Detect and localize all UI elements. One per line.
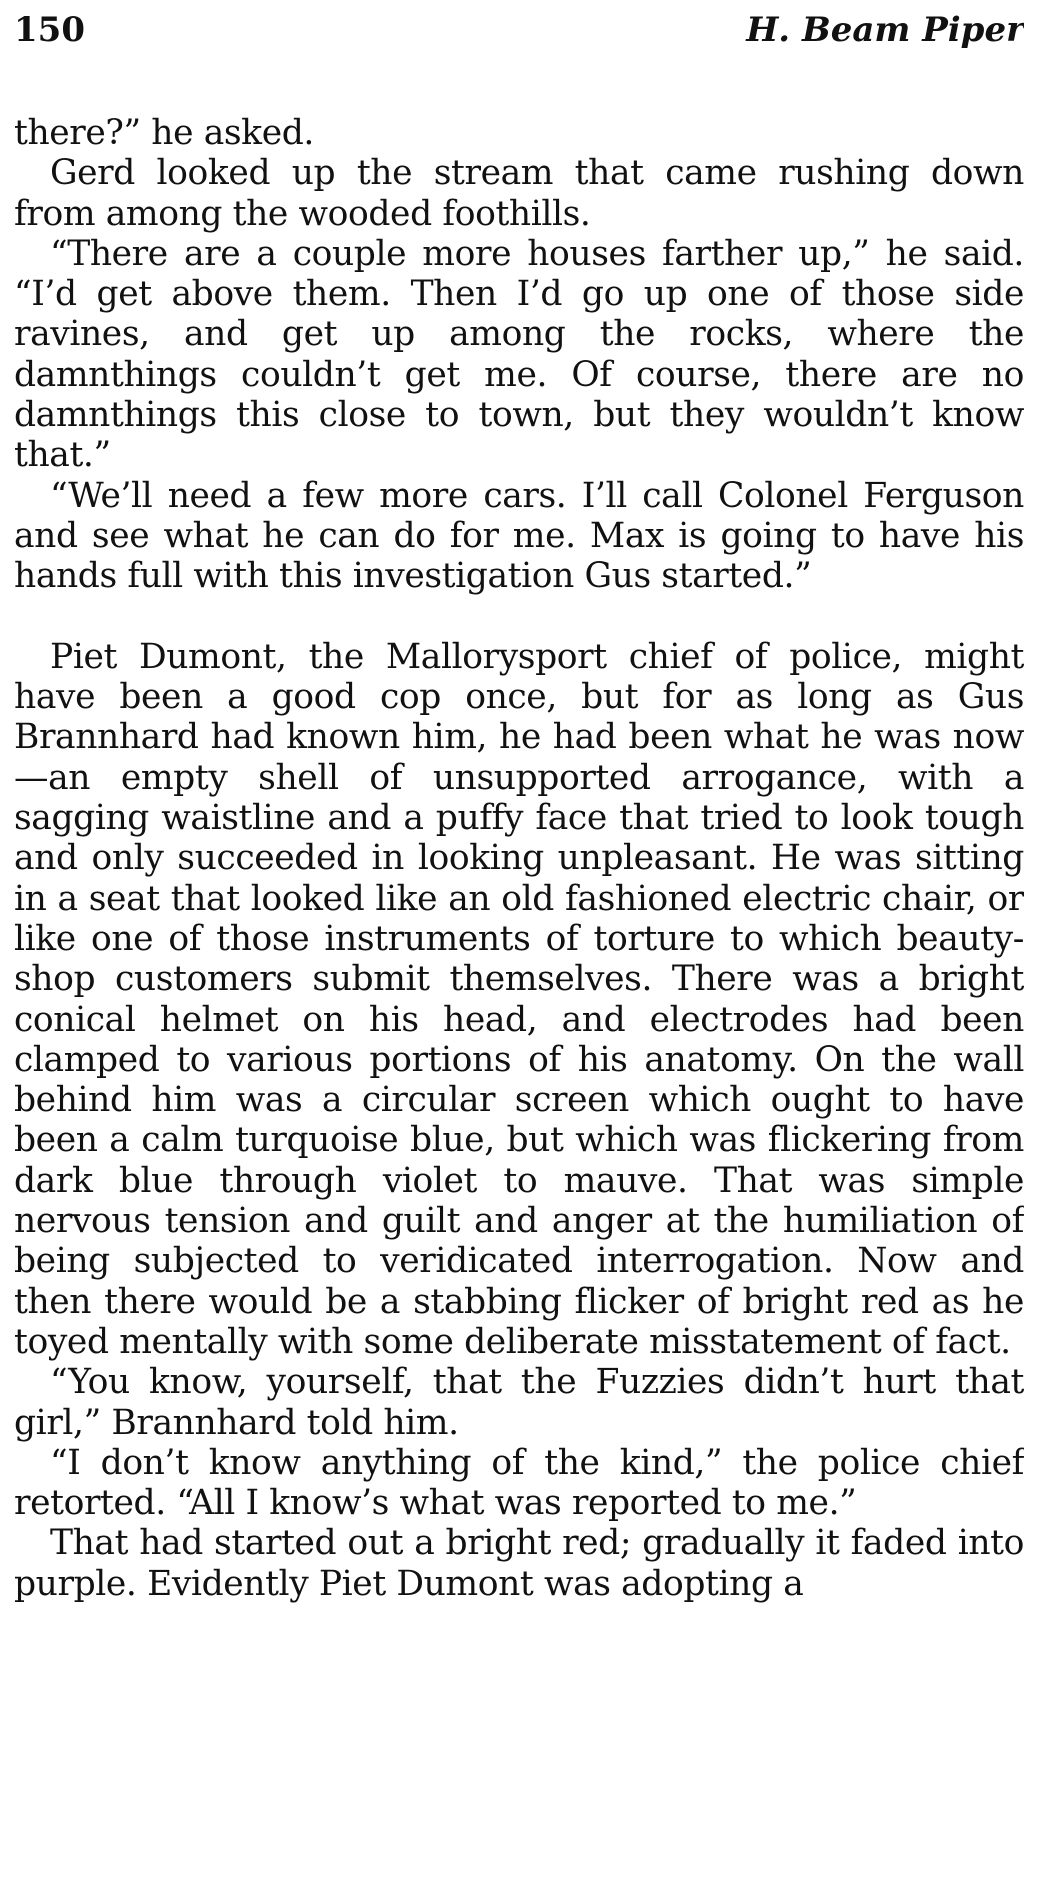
paragraph: Gerd looked up the stream that came rushing down from among the wooded foothills.	[14, 153, 1024, 234]
body-text	[14, 113, 1024, 1604]
running-title: H. Beam Piper	[746, 10, 1024, 50]
page-header	[14, 0, 1024, 60]
paragraph: That had started out a bright red; gradually it faded into purple. Evidently Piet Dumont was adopting a	[14, 1523, 1024, 1604]
paragraph: “I don’t know anything of the kind,” the police chief retorted. “All I know’s what was reported to me.”	[14, 1442, 1024, 1524]
book-page	[14, 0, 1024, 1898]
paragraph: “You know, yourself, that the Fuzzies didn’t hurt that girl,” Brannhard told him.	[14, 1362, 1024, 1443]
paragraph: Piet Dumont, the Mallorysport chief of police, might have been a good cop once, but for as long as Gus Brannhard had known him, he had been what he was now—an empty shell of unsupported arrogance, with a sagging waistline and a puffy face that tried to look tough and only succeeded in looking unpleasant. He was sitting in a seat that looked like an old fashioned electric chair, or like one of those instruments of torture to which beauty-shop customers submit themselves. There was a bright conical helmet on his head, and electrodes had been clamped to various portions of his anatomy. On the wall behind him was a circular screen which ought to have been a calm turquoise blue, but which was flickering from dark blue through violet to mauve. That was simple nervous tension and guilt and anger at the humiliation of being subjected to veridicated interrogation. Now and then there would be a stabbing flicker of bright red as he toyed mentally with some deliberate misstatement of fact.	[14, 636, 1024, 1362]
paragraph: “We’ll need a few more cars. I’ll call Colonel Ferguson and see what he can do for me. Max is going to have his hands full with this investigation Gus started.”	[14, 475, 1024, 597]
paragraph: “There are a couple more houses farther up,” he said. “I’d get above them. Then I’d go up one of those side ravines, and get up among the rocks, where the damnthings couldn’t get me. Of course, there are no damnthings this close to town, but they wouldn’t know that.”	[14, 233, 1024, 476]
page-number: 150	[14, 10, 85, 50]
paragraph: there?” he asked.	[14, 113, 314, 153]
